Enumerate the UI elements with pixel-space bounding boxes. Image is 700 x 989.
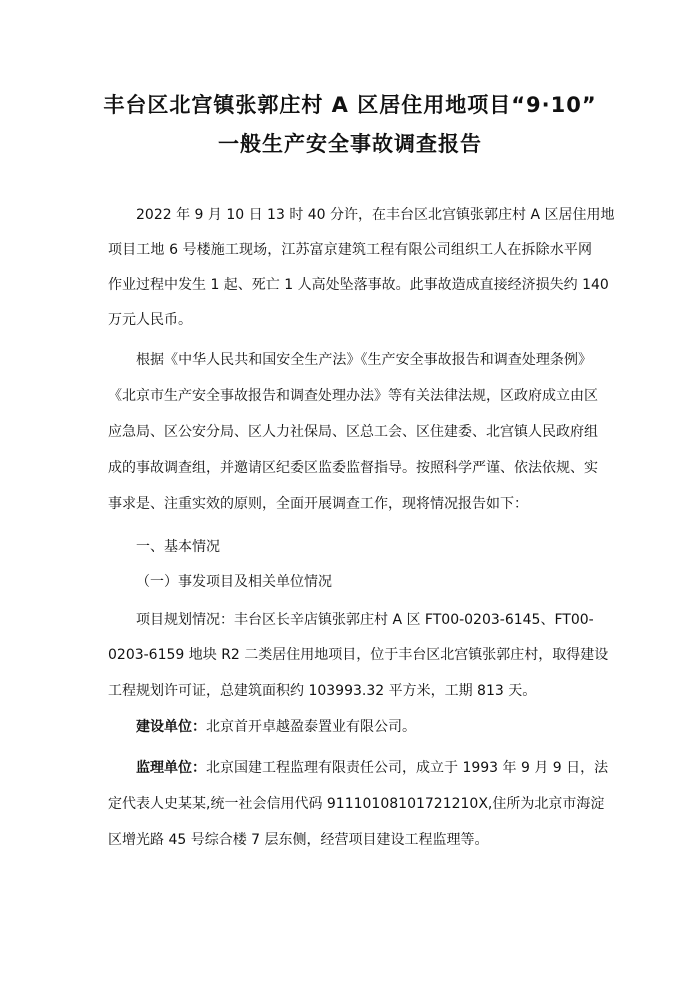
supervision-unit-label: 监理单位： [136, 760, 206, 776]
paragraph-2-line-2: 《北京市生产安全事故报告和调查处理办法》等有关法律法规，区政府成立由区 [108, 388, 598, 404]
document-title-line-1: 丰台区北宫镇张郭庄村 A 区居住用地项目“9·10” [103, 93, 597, 117]
paragraph-1-line-3: 作业过程中发生 1 起、死亡 1 人高处坠落事故。此事故造成直接经济损失约 140 [108, 277, 609, 293]
paragraph-3-line-1: 项目规划情况：丰台区长辛店镇张郭庄村 A 区 FT00-0203-6145、FT00- [136, 612, 594, 628]
paragraph-1-line-1: 2022 年 9 月 10 日 13 时 40 分许，在丰台区北宫镇张郭庄村 A 区居住用地 [136, 207, 615, 223]
paragraph-2-line-4: 成的事故调查组，并邀请区纪委区监委监督指导。按照科学严谨、依法依规、实 [108, 460, 598, 476]
supervision-unit-line-2: 定代表人史某某,统一社会信用代码 91110108101721210X,住所为北京市海淀 [108, 796, 605, 812]
construction-unit-label: 建设单位： [136, 719, 206, 735]
paragraph-1-line-4: 万元人民币。 [108, 312, 192, 328]
paragraph-1-line-2: 项目工地 6 号楼施工现场，江苏富京建筑工程有限公司组织工人在拆除水平网 [108, 242, 592, 258]
construction-unit-value: 北京首开卓越盈泰置业有限公司。 [206, 719, 416, 735]
paragraph-2-line-1: 根据《中华人民共和国安全生产法》《生产安全事故报告和调查处理条例》 [136, 352, 592, 368]
document-title-line-2: 一般生产安全事故调查报告 [218, 132, 482, 156]
construction-unit-line [136, 717, 592, 737]
supervision-unit-line-3: 区增光路 45 号综合楼 7 层东侧，经营项目建设工程监理等。 [108, 832, 489, 848]
subsection-heading-project-info: （一）事发项目及相关单位情况 [136, 574, 332, 590]
supervision-unit-text-1: 北京国建工程监理有限责任公司，成立于 1993 年 9 月 9 日，法 [206, 760, 609, 776]
paragraph-3-line-2: 0203-6159 地块 R2 二类居住用地项目，位于丰台区北宫镇张郭庄村，取得建设 [108, 647, 609, 663]
paragraph-2-line-3: 应急局、区公安分局、区人力社保局、区总工会、区住建委、北宫镇人民政府组 [108, 424, 598, 440]
paragraph-3-line-3: 工程规划许可证，总建筑面积约 103993.32 平方米，工期 813 天。 [108, 683, 537, 699]
section-heading-basic-info: 一、基本情况 [136, 539, 220, 555]
supervision-unit-line-1 [136, 758, 609, 778]
paragraph-2-line-5: 事求是、注重实效的原则，全面开展调查工作，现将情况报告如下： [108, 496, 528, 512]
